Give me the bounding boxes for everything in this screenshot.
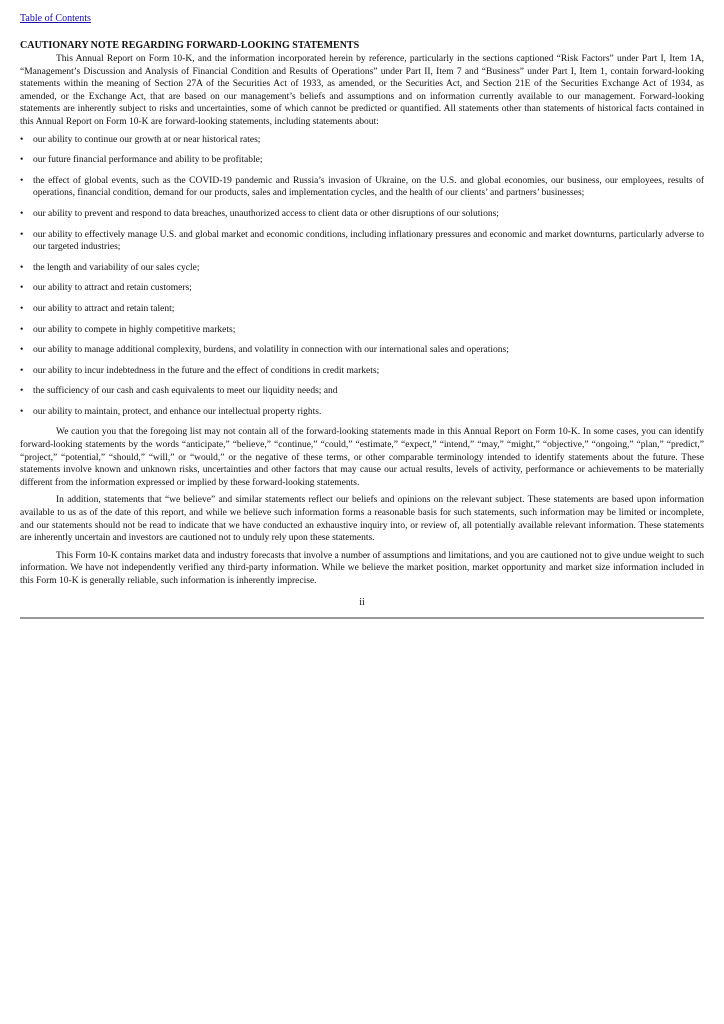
list-item [20, 208, 704, 221]
table-of-contents-link[interactable]: Table of Contents [20, 13, 91, 24]
list-item [20, 324, 704, 337]
list-item-text: our ability to manage additional complexity, burdens, and volatility in connection with our international sales and operations; [33, 345, 509, 356]
list-item-text: our future financial performance and ability to be profitable; [33, 155, 263, 166]
list-item-text: the length and variability of our sales cycle; [33, 262, 200, 273]
bullet-icon: • [20, 175, 24, 186]
list-item [20, 365, 704, 378]
list-item-text: the effect of global events, such as the COVID-19 pandemic and Russia’s invasion of Ukraine, on the U.S. and global economies, our business, our employees, results of operations, financial condition, demand for our products, sales and implementation cycles, and the health of our clients’ and partners’ businesses; [33, 175, 704, 199]
forward-looking-statements-list [20, 134, 704, 419]
list-item-text: our ability to incur indebtedness in the future and the effect of conditions in credit markets; [33, 365, 380, 376]
intro-paragraph: This Annual Report on Form 10-K, and the information incorporated herein by reference, particularly in the sections captioned “Risk Factors” under Part I, Item 1A, “Management’s Discussion and Analysis of Financial Condition and Results of Operations” under Part II, Item 7 and “Business” under Part I, Item 1, contain forward-looking statements within the meaning of Section 27A of the Securities Act of 1933, as amended, or the Securities Act, and Section 21E of the Securities Exchange Act of 1934, as amended, or the Exchange Act, that are based on our management’s beliefs and assumptions and on information currently available to our management. Forward-looking statements are inherently subject to risks and uncertainties, some of which cannot be predicted or quantified. All statements other than statements of historical facts contained in this Annual Report on Form 10-K are forward-looking statements, including statements about: [20, 54, 704, 127]
bullet-icon: • [20, 262, 24, 273]
list-item [20, 134, 704, 147]
bullet-icon: • [20, 134, 24, 145]
list-item-text: our ability to effectively manage U.S. and global market and economic conditions, including inflationary pressures and economic and market downturns, particularly adverse to our targeted industries; [33, 229, 704, 253]
document-page [20, 8, 704, 619]
list-item-text: our ability to attract and retain talent; [33, 303, 175, 314]
page-divider [20, 617, 704, 619]
caution-paragraph: We caution you that the foregoing list may not contain all of the forward-looking statements made in this Annual Report on Form 10-K. In some cases, you can identify forward-looking statements by the words “anticipate,” “believe,” “continue,” “could,” “estimate,” “expect,” “intend,” “may,” “might,” “objective,” “ongoing,” “plan,” “predict,” “project,” “potential,” “should,” “will,” or “would,” or the negative of these terms, or other comparable terminology intended to identify statements about the future. These statements involve known and unknown risks, uncertainties and other factors that may cause our actual results, levels of activity, performance or achievements to be materially different from the information expressed or implied by these forward-looking statements. [20, 427, 704, 488]
bullet-icon: • [20, 386, 24, 397]
list-item-text: our ability to attract and retain customers; [33, 283, 192, 294]
list-item [20, 406, 704, 419]
list-item-text: our ability to compete in highly competitive markets; [33, 324, 236, 335]
market-data-paragraph: This Form 10-K contains market data and industry forecasts that involve a number of assumptions and limitations, and you are cautioned not to give undue weight to such information. We have not independently verified any third-party information. While we believe the market position, market opportunity and market size information included in this Form 10-K is generally reliable, such information is inherently imprecise. [20, 550, 704, 586]
page-number: ii [359, 596, 365, 608]
bullet-icon: • [20, 365, 24, 376]
bullet-icon: • [20, 155, 24, 166]
list-item [20, 154, 704, 167]
list-item-text: the sufficiency of our cash and cash equivalents to meet our liquidity needs; and [33, 386, 338, 397]
bullet-icon: • [20, 303, 24, 314]
section-heading: CAUTIONARY NOTE REGARDING FORWARD-LOOKING STATEMENTS [20, 40, 360, 51]
list-item [20, 175, 704, 200]
list-item-text: our ability to prevent and respond to data breaches, unauthorized access to client data or other disruptions of our solutions; [33, 208, 499, 219]
list-item [20, 344, 704, 357]
list-item [20, 262, 704, 275]
bullet-icon: • [20, 406, 24, 417]
beliefs-paragraph: In addition, statements that “we believe” and similar statements reflect our beliefs and opinions on the relevant subject. These statements are based upon information available to us as of the date of this report, and while we believe such information forms a reasonable basis for such statements, such information may be limited or incomplete, and our statements should not be read to indicate that we have conducted an exhaustive inquiry into, or review of, all potentially available relevant information. These statements are inherently uncertain and investors are cautioned not to unduly rely upon these statements. [20, 495, 704, 544]
list-item-text: our ability to continue our growth at or near historical rates; [33, 134, 261, 145]
bullet-icon: • [20, 324, 24, 335]
bullet-icon: • [20, 229, 24, 240]
list-item [20, 385, 704, 398]
bullet-icon: • [20, 345, 24, 356]
list-item [20, 282, 704, 295]
list-item-text: our ability to maintain, protect, and enhance our intellectual property rights. [33, 406, 322, 417]
bullet-icon: • [20, 283, 24, 294]
list-item [20, 303, 704, 316]
list-item [20, 229, 704, 254]
bullet-icon: • [20, 208, 24, 219]
